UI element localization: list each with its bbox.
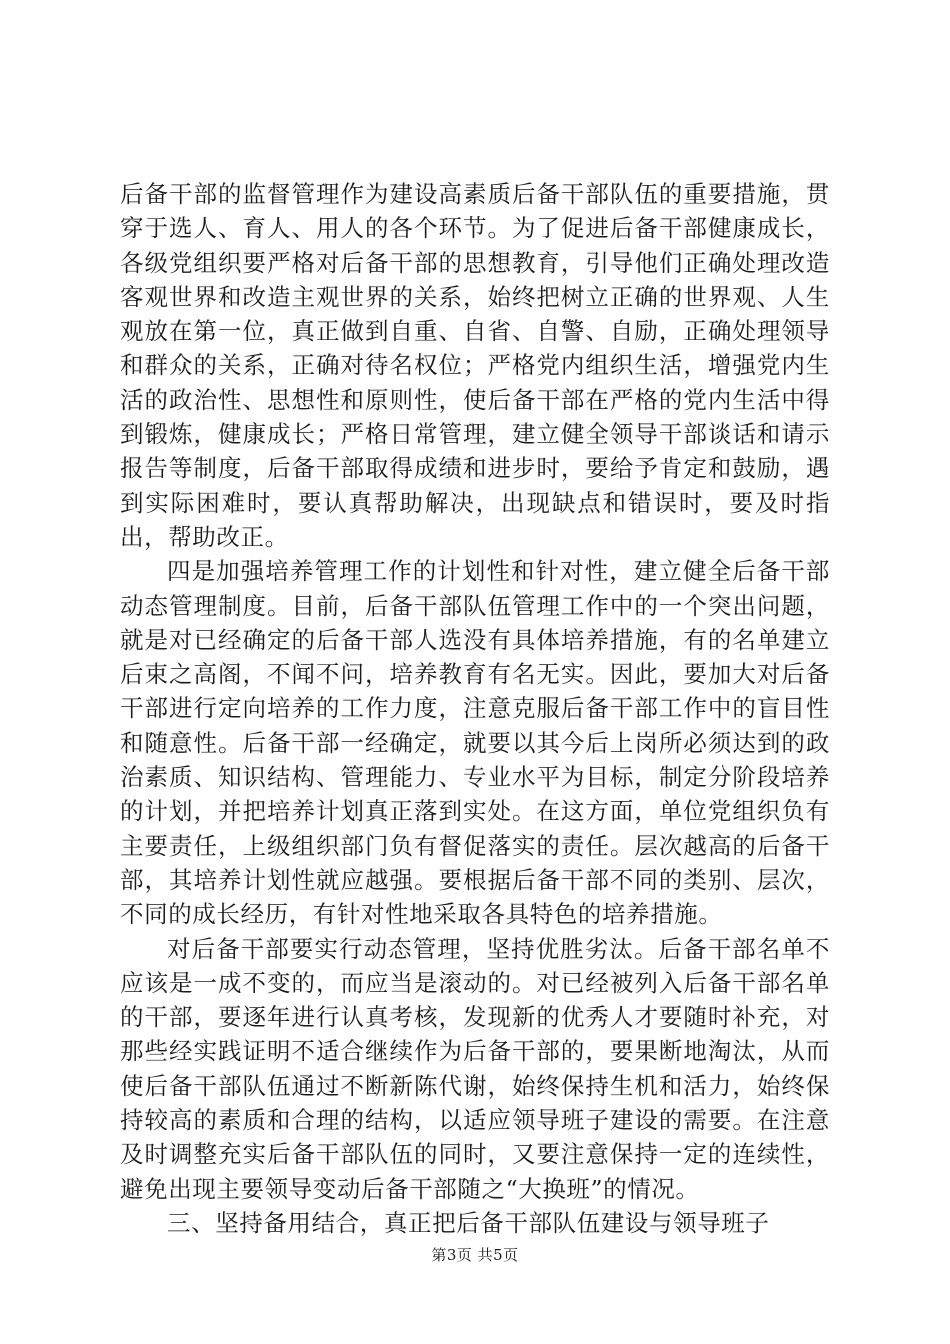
paragraph-4: 三、坚持备用结合，真正把后备干部队伍建设与领导班子 (167, 1208, 770, 1237)
page-footer: 第3页 共5页 (431, 1246, 519, 1264)
paragraph-2: 四是加强培养管理工作的计划性和针对性，建立健全后备干部动态管理制度。目前，后备干部队伍管理工作中的一个突出问题，就是对已经确定的后备干部人选没有具体培养措施，有的名单建立后束之高阁，不闻不问，培养教育有名无实。因此，要加大对后备干部进行定向培养的工作力度，注意克服后备干部工作中的盲目性和随意性。后备干部一经确定，就要以其今后上岗所必须达到的政治素质、知识结构、管理能力、专业水平为目标，制定分阶段培养的计划，并把培养计划真正落到实处。在这方面，单位党组织负有主要责任，上级组织部门负有督促落实的责任。层次越高的后备干部，其培养计划性就应越强。要根据后备干部不同的类别、层次，不同的成长经历，有针对性地采取各具特色的培养措施。 (120, 557, 830, 929)
paragraph-1: 后备干部的监督管理作为建设高素质后备干部队伍的重要措施，贯穿于选人、育人、用人的各个环节。为了促进后备干部健康成长，各级党组织要严格对后备干部的思想教育，引导他们正确处理改造客观世界和改造主观世界的关系，始终把树立正确的世界观、人生观放在第一位，真正做到自重、自省、自警、自励，正确处理领导和群众的关系，正确对待名权位；严格党内组织生活，增强党内生活的政治性、思想性和原则性，使后备干部在严格的党内生活中得到锻炼，健康成长；严格日常管理，建立健全领导干部谈话和请示报告等制度，后备干部取得成绩和进步时，要给予肯定和鼓励，遇到实际困难时，要认真帮助解决，出现缺点和错误时，要及时指出，帮助改正。 (120, 180, 830, 551)
paragraph-3: 对后备干部要实行动态管理，坚持优胜劣汰。后备干部名单不应该是一成不变的，而应当是滚动的。对已经被列入后备干部名单的干部，要逐年进行认真考核，发现新的优秀人才要随时补充，对那些经实践证明不适合继续作为后备干部的，要果断地淘汰，从而使后备干部队伍通过不断新陈代谢，始终保持生机和活力，始终保持较高的素质和合理的结构，以适应领导班子建设的需要。在注意及时调整充实后备干部队伍的同时，又要注意保持一定的连续性，避免出现主要领导变动后备干部随之“大换班”的情况。 (120, 934, 830, 1203)
body-text (120, 177, 830, 1240)
